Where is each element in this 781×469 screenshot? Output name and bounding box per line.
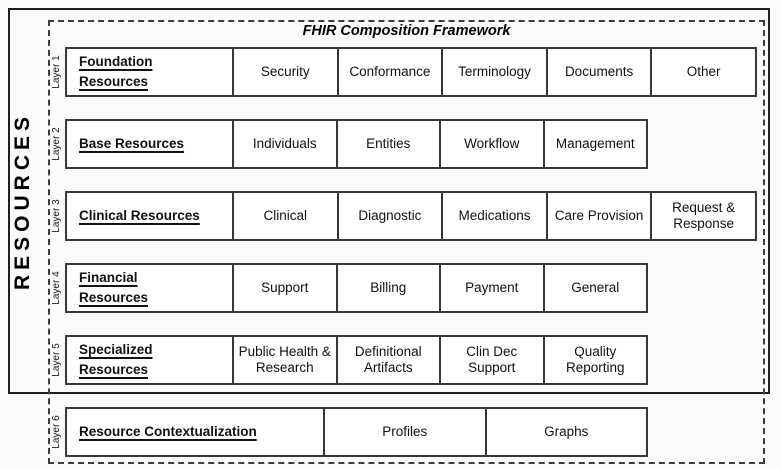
resource-cell-quality-reporting: Quality Reporting: [545, 337, 647, 383]
resource-cell-billing: Billing: [338, 265, 442, 311]
layer-4-tag: Layer 4: [50, 271, 62, 305]
layer-4-title-cell: [67, 265, 234, 311]
layer-5-title: Specialized Resources: [79, 341, 153, 377]
layer-2-title: Base Resources: [79, 135, 185, 151]
resource-cell-support: Support: [234, 265, 338, 311]
resources-side-label: RESOURCES: [11, 111, 34, 291]
layer-1-title: Foundation Resources: [79, 53, 153, 89]
resource-cell-payment: Payment: [441, 265, 545, 311]
layer-6-title-cell: [67, 409, 325, 455]
layer-1-tag: Layer 1: [50, 55, 62, 89]
resource-cell-documents: Documents: [548, 49, 653, 95]
resource-cell-care-provision: Care Provision: [548, 193, 653, 239]
layer-2-tag: Layer 2: [50, 127, 62, 161]
resource-cell-graphs: Graphs: [487, 409, 647, 455]
resource-cell-clinical: Clinical: [234, 193, 339, 239]
layer-5-title-cell: [67, 337, 234, 383]
resource-cell-workflow: Workflow: [441, 121, 545, 167]
layer-6-row: [65, 407, 648, 457]
layer-1-title-cell: [67, 49, 234, 95]
resource-cell-general: General: [545, 265, 647, 311]
layer-4-title: Financial Resources: [79, 269, 149, 305]
resource-cell-diagnostic: Diagnostic: [339, 193, 444, 239]
resource-cell-profiles: Profiles: [325, 409, 487, 455]
resource-cell-terminology: Terminology: [443, 49, 548, 95]
resource-cell-medications: Medications: [443, 193, 548, 239]
layer-2-row: [65, 119, 648, 169]
resource-cell-public-health-research: Public Health & Research: [234, 337, 338, 383]
layer-3-title: Clinical Resources: [79, 207, 200, 223]
resource-cell-individuals: Individuals: [234, 121, 338, 167]
layer-3-tag: Layer 3: [50, 199, 62, 233]
layer-3-row: [65, 191, 757, 241]
layer-6-title: Resource Contextualization: [79, 423, 257, 439]
resource-cell-security: Security: [234, 49, 339, 95]
resource-cell-conformance: Conformance: [339, 49, 444, 95]
layer-4-row: [65, 263, 648, 313]
layer-6-tag: Layer 6: [50, 415, 62, 449]
layer-1-row: [65, 47, 757, 97]
resource-cell-definitional-artifacts: Definitional Artifacts: [338, 337, 442, 383]
layer-5-row: [65, 335, 648, 385]
diagram-title: FHIR Composition Framework: [302, 23, 511, 39]
layer-2-title-cell: [67, 121, 234, 167]
resource-cell-request-response: Request & Response: [652, 193, 755, 239]
layer-5-tag: Layer 5: [50, 343, 62, 377]
resource-cell-management: Management: [545, 121, 647, 167]
resource-cell-other: Other: [652, 49, 755, 95]
resource-cell-entities: Entities: [338, 121, 442, 167]
layer-3-title-cell: [67, 193, 234, 239]
resource-cell-clin-dec-support: Clin Dec Support: [441, 337, 545, 383]
